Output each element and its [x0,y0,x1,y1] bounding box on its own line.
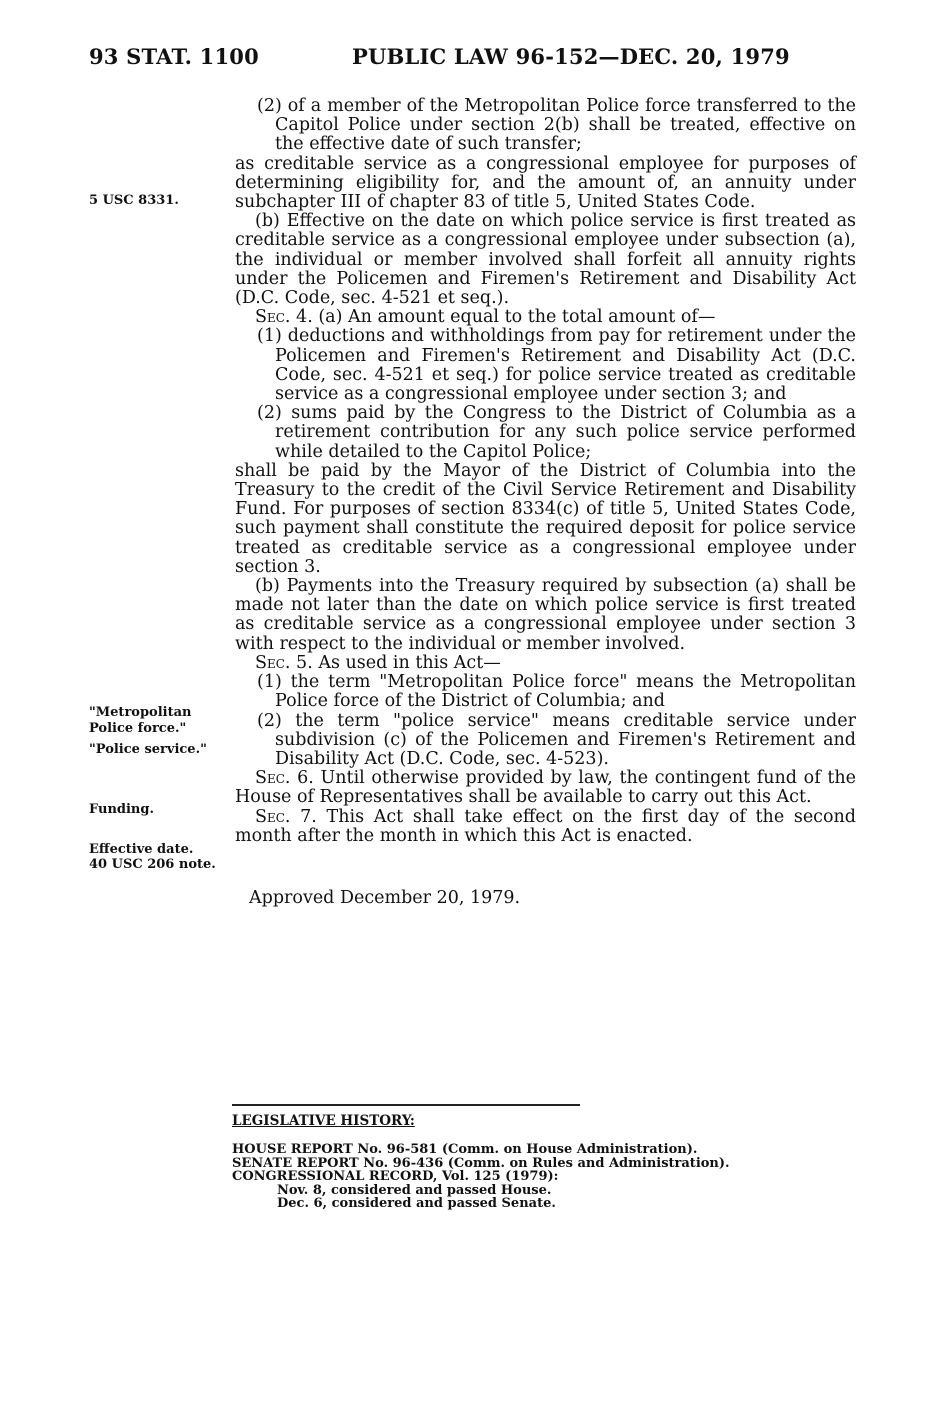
section-4-label: Sec. 4. [255,307,313,328]
paragraph-sec-4-1-deductions: (1) deductions and withholdings from pay for retirement under the Policemen and Firemen's Retirement and Disability Act (D.C. Code, sec. 4-521 et seq.) for police service treated as creditable service as a congressional employee under section 3; and [257,326,856,405]
paragraph-sec-6 [235,769,856,807]
section-6-text: Until otherwise provided by law, the contingent fund of the House of Representatives shall be available to carry out this Act. [235,768,856,808]
legislative-history-rule [232,1104,580,1106]
senate-action: Dec. 6, considered and passed Senate. [277,1196,556,1211]
congressional-record: CONGRESSIONAL RECORD, Vol. 125 (1979): [232,1169,559,1184]
paragraph-sec-4-a [235,308,856,327]
paragraph-subsection-b-forfeit: (b) Effective on the date on which police service is first treated as creditable service as a congressional employee under subsection (a), the individual or member involved shall forfeit all annuity rights under the Policemen and Firemen's Retirement and Disability Act (D.C. Code, sec. 4-521 et seq.). [235,211,856,309]
section-5-label: Sec. 5. [255,652,313,673]
paragraph-sec-7 [235,808,856,846]
paragraph-sec-5-1-definition: (1) the term "Metropolitan Police force" means the Metropolitan Police force of the District of Columbia; and [257,672,856,712]
paragraph-sec-5 [235,654,856,673]
statute-body [235,97,856,846]
house-report: HOUSE REPORT No. 96-581 (Comm. on House Administration). [232,1142,698,1157]
page-running-title: PUBLIC LAW 96-152—DEC. 20, 1979 [352,44,790,69]
margin-note-usc-8331: 5 USC 8331. [89,193,179,208]
section-4-text: (a) An amount equal to the total amount of— [312,307,716,328]
house-action: Nov. 8, considered and passed House. [277,1182,552,1198]
paragraph-sec-5-2-definition: (2) the term "police service" means creditable service under subdivision (c) of the Policemen and Firemen's Retirement and Disability Act (D.C. Code, sec. 4-523). [257,710,856,769]
margin-note-effective-date: Effective date. [89,842,194,857]
paragraph-creditable-service: as creditable service as a congressional employee for purposes of determining eligibility for, and the amount of, an annuity under subchapter III of chapter 83 of title 5, United States Code. [235,153,856,213]
margin-note-funding: Funding. [89,802,154,817]
approval-date: Approved December 20, 1979. [249,888,521,908]
legislative-history-title: LEGISLATIVE HISTORY: [232,1113,415,1129]
section-5-text: As used in this Act— [312,652,501,673]
paragraph-sec-4-payment: shall be paid by the Mayor of the District of Columbia into the Treasury to the credit of the Civil Service Retirement and Disability Fund. For purposes of section 8334(c) of title 5, United States Code, such payment shall constitute the required deposit for police service treated as creditable service as a congressional employee under section 3. [235,460,856,577]
paragraph-sec-4-b-payments: (b) Payments into the Treasury required by subsection (a) shall be made not later than the date on which police service is first treated as creditable service as a congressional employee under section 3 with respect to the individual or member involved. [235,576,856,654]
paragraph-2-transferred-member: (2) of a member of the Metropolitan Police force transferred to the Capitol Police under section 2(b) shall be treated, effective on the effective date of such transfer; [257,96,856,155]
section-6-label: Sec. 6. [255,768,314,789]
senate-report: SENATE REPORT No. 96-436 (Comm. on Rules and Administration). [232,1155,730,1171]
section-7-text: This Act shall take effect on the first day of the second month after the month in which this Act is enacted. [235,806,856,846]
margin-note-metropolitan-police-force: "Metropolitan Police force." [89,705,192,736]
legislative-history [232,1113,792,1211]
page-stat-citation: 93 STAT. 1100 [89,44,259,69]
paragraph-sec-4-2-sums: (2) sums paid by the Congress to the District of Columbia as a retirement contribution for any such police service performed while detailed to the Capitol Police; [257,403,856,462]
margin-note-police-service: "Police service." [89,742,207,757]
margin-note-usc-206: 40 USC 206 note. [89,857,216,872]
section-7-label: Sec. 7. [255,806,317,827]
